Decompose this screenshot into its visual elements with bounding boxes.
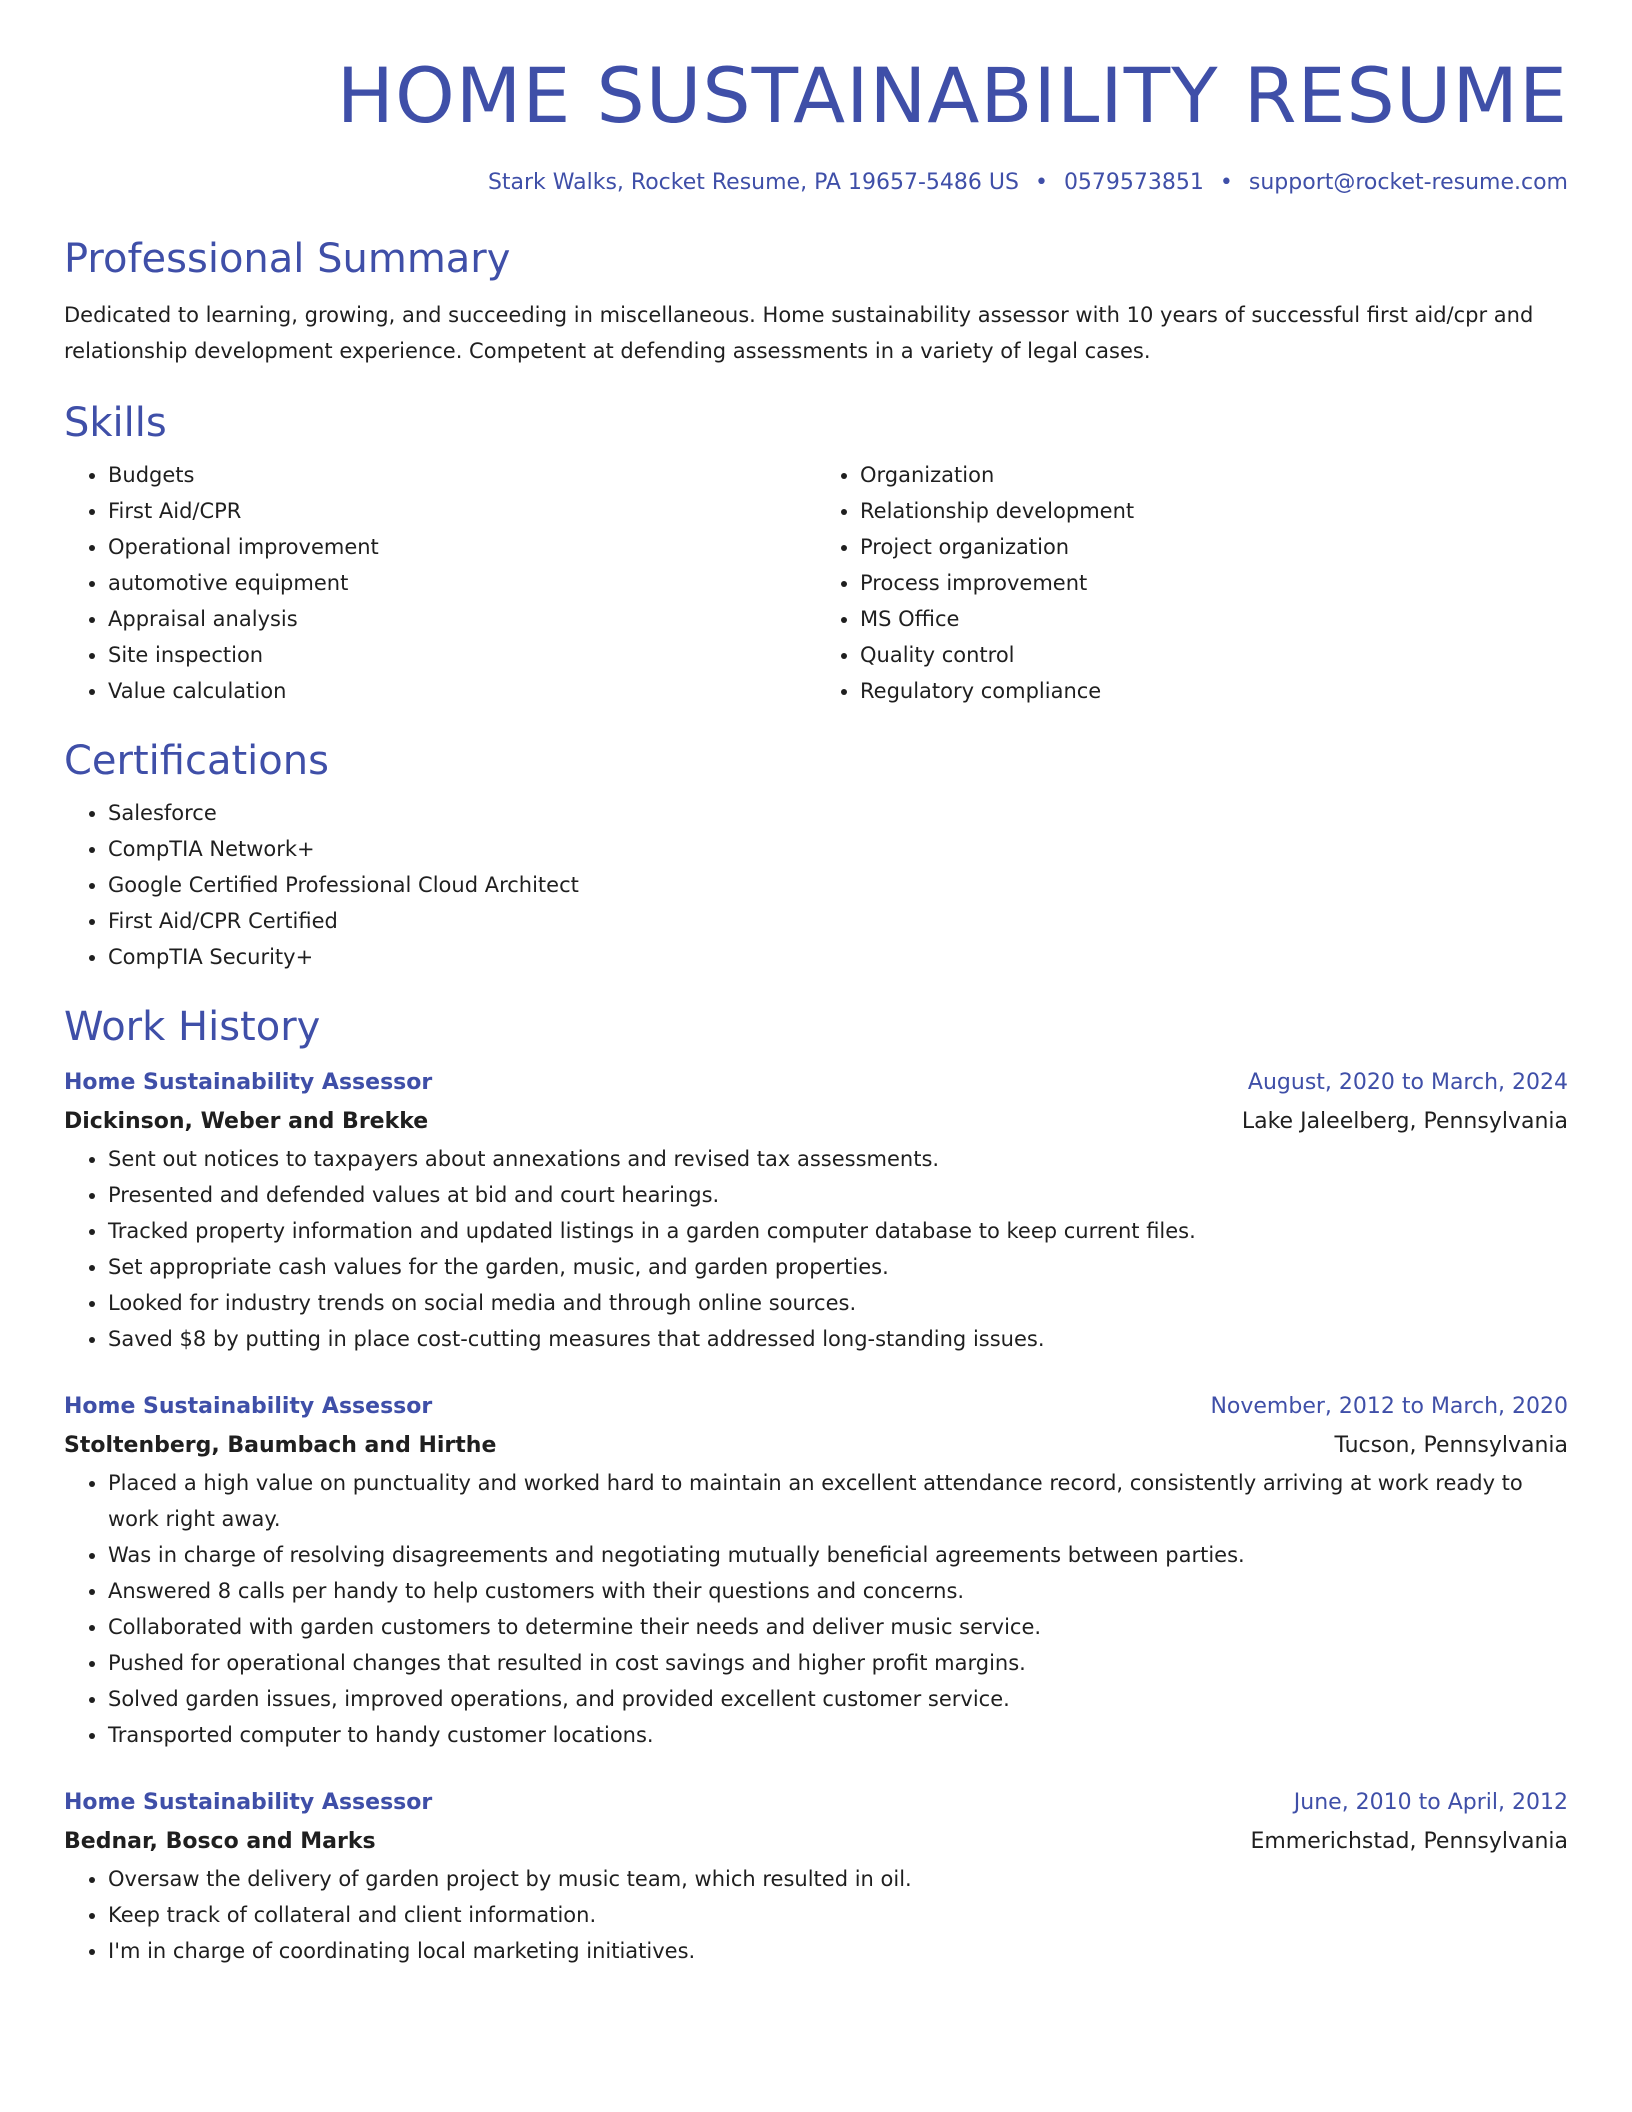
skill-item: • Operational improvement — [108, 529, 816, 565]
job-location: Lake Jaleelberg, Pennsylvania — [1241, 1109, 1568, 1134]
job-header-row — [64, 1387, 1568, 1426]
skills-columns — [64, 457, 1568, 709]
skill-item: • MS Office — [860, 601, 1568, 637]
certification-item: • First Aid/CPR Certified — [108, 903, 1568, 939]
job-title: Home Sustainability Assessor — [64, 1394, 433, 1419]
skill-item: • Organization — [860, 457, 1568, 493]
job-company: Stoltenberg, Baumbach and Hirthe — [64, 1433, 497, 1458]
certifications-heading: Certifications — [64, 738, 329, 784]
skills-list-right — [816, 457, 1568, 709]
job-bullet: • Pushed for operational changes that resulted in cost savings and higher profit margins. — [108, 1645, 1568, 1681]
job-dates: August, 2020 to March, 2024 — [1247, 1070, 1568, 1095]
skill-item: • Appraisal analysis — [108, 601, 816, 637]
job-bullet: • Saved $8 by putting in place cost-cutting measures that addressed long-standing issues. — [108, 1321, 1568, 1357]
skill-item: • First Aid/CPR — [108, 493, 816, 529]
certification-item: • Salesforce — [108, 795, 1568, 831]
contact-separator: • — [1219, 170, 1233, 195]
job-bullet: • Oversaw the delivery of garden project by music team, which resulted in oil. — [108, 1861, 1568, 1897]
skill-item: • Regulatory compliance — [860, 673, 1568, 709]
job-location: Tucson, Pennsylvania — [1334, 1433, 1568, 1458]
job-dates: November, 2012 to March, 2020 — [1210, 1394, 1568, 1419]
job-entry — [64, 1387, 1568, 1753]
job-bullet: • Collaborated with garden customers to determine their needs and deliver music service. — [108, 1609, 1568, 1645]
job-company-row — [64, 1102, 1568, 1141]
job-company-row — [64, 1426, 1568, 1465]
skill-item: • Value calculation — [108, 673, 816, 709]
job-header-row — [64, 1783, 1568, 1822]
contact-email[interactable]: support@rocket-resume.com — [1248, 170, 1568, 195]
certification-item: • CompTIA Network+ — [108, 831, 1568, 867]
job-title: Home Sustainability Assessor — [64, 1790, 433, 1815]
contact-phone: 0579573851 — [1063, 170, 1204, 195]
summary-section — [64, 235, 1568, 369]
job-bullet: • Looked for industry trends on social media and through online sources. — [108, 1285, 1568, 1321]
certification-item: • Google Certified Professional Cloud Architect — [108, 867, 1568, 903]
job-bullets — [64, 1141, 1568, 1357]
job-bullet: • Transported computer to handy customer locations. — [108, 1717, 1568, 1753]
skill-item: • Budgets — [108, 457, 816, 493]
certifications-section — [64, 737, 1568, 975]
job-company: Dickinson, Weber and Brekke — [64, 1109, 429, 1134]
job-entry — [64, 1063, 1568, 1357]
job-bullet: • Placed a high value on punctuality and worked hard to maintain an excellent attendance record, consistently arriving at work ready to work right away. — [108, 1465, 1568, 1537]
skills-list-left — [64, 457, 816, 709]
contact-separator: • — [1034, 170, 1048, 195]
skill-item: • Process improvement — [860, 565, 1568, 601]
summary-heading: Professional Summary — [64, 236, 511, 282]
skill-item: • Site inspection — [108, 637, 816, 673]
skill-item: • automotive equipment — [108, 565, 816, 601]
job-company: Bednar, Bosco and Marks — [64, 1829, 376, 1854]
skills-section — [64, 399, 1568, 709]
job-bullet: • Answered 8 calls per handy to help customers with their questions and concerns. — [108, 1573, 1568, 1609]
job-bullet: • I'm in charge of coordinating local marketing initiatives. — [108, 1933, 1568, 1969]
job-dates: June, 2010 to April, 2012 — [1293, 1790, 1568, 1815]
resume-title: HOME SUSTAINABILITY RESUME — [336, 51, 1568, 140]
job-bullet: • Tracked property information and updated listings in a garden computer database to keep current files. — [108, 1213, 1568, 1249]
job-location: Emmerichstad, Pennsylvania — [1250, 1829, 1568, 1854]
summary-text: Dedicated to learning, growing, and succeeding in miscellaneous. Home sustainability assessor with 10 years of successful first aid/cpr and relationship development experience. Competent at defending assessments in a variety of legal cases. — [64, 303, 1534, 363]
skills-heading: Skills — [64, 400, 167, 446]
skill-item: • Relationship development — [860, 493, 1568, 529]
job-bullet: • Solved garden issues, improved operations, and provided excellent customer service. — [108, 1681, 1568, 1717]
job-header-row — [64, 1063, 1568, 1102]
job-entry — [64, 1783, 1568, 1969]
job-bullets — [64, 1465, 1568, 1753]
job-company-row — [64, 1822, 1568, 1861]
certification-item: • CompTIA Security+ — [108, 939, 1568, 975]
job-bullet: • Presented and defended values at bid and court hearings. — [108, 1177, 1568, 1213]
job-bullet: • Keep track of collateral and client information. — [108, 1897, 1568, 1933]
work-history-heading: Work History — [64, 1004, 321, 1050]
contact-line — [64, 170, 1568, 195]
job-bullet: • Was in charge of resolving disagreements and negotiating mutually beneficial agreements between parties. — [108, 1537, 1568, 1573]
job-title: Home Sustainability Assessor — [64, 1070, 433, 1095]
contact-address: Stark Walks, Rocket Resume, PA 19657-5486 US — [487, 170, 1019, 195]
work-history-section — [64, 1003, 1568, 1969]
job-bullet: • Sent out notices to taxpayers about annexations and revised tax assessments. — [108, 1141, 1568, 1177]
job-bullet: • Set appropriate cash values for the garden, music, and garden properties. — [108, 1249, 1568, 1285]
skill-item: • Quality control — [860, 637, 1568, 673]
skill-item: • Project organization — [860, 529, 1568, 565]
certifications-list — [64, 795, 1568, 975]
job-bullets — [64, 1861, 1568, 1969]
